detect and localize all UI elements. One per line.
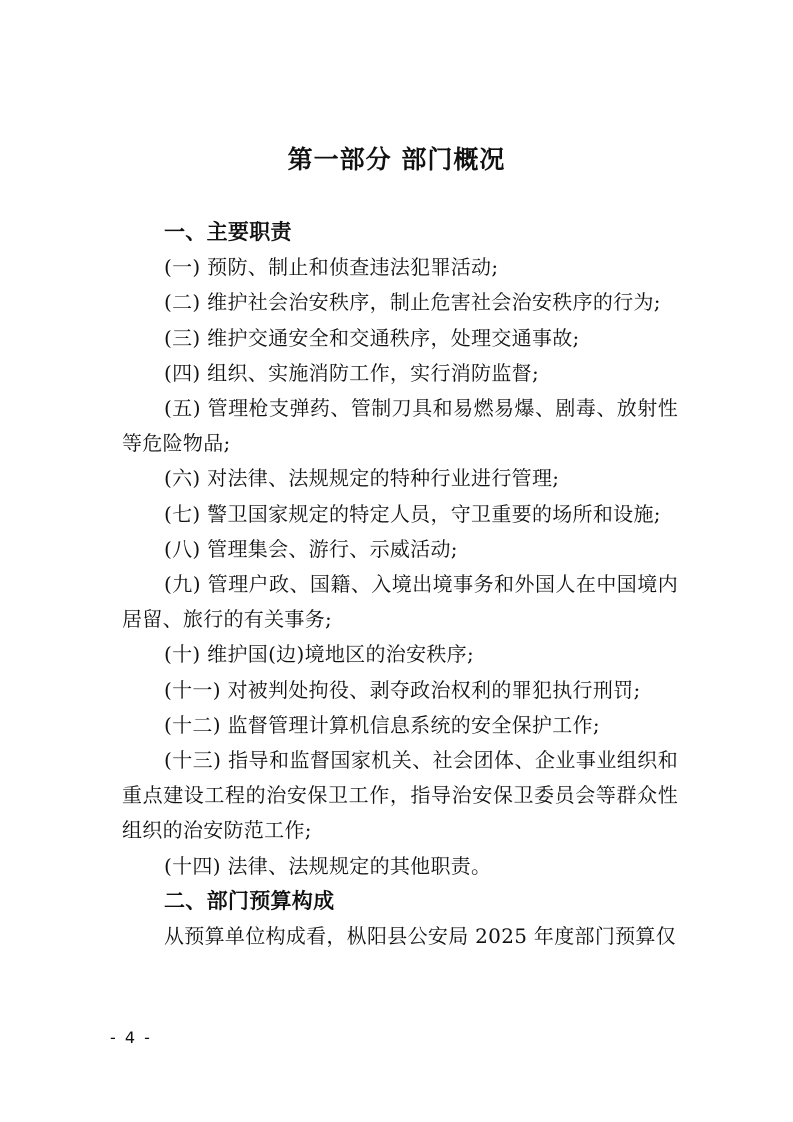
duty-item: (二) 维护社会治安秩序，制止危害社会治安秩序的行为; <box>164 290 661 315</box>
duty-item: (一) 预防、制止和侦查违法犯罪活动; <box>164 255 499 280</box>
duty-item: (十三) 指导和监督国家机关、社会团体、企业事业组织和重点建设工程的治安保卫工作，指导治安保卫委员会等群众性组织的治安防范工作; <box>122 748 678 843</box>
duty-item: (七) 警卫国家规定的特定人员，守卫重要的场所和设施; <box>164 501 661 526</box>
duty-item: (四) 组织、实施消防工作，实行消防监督; <box>164 360 540 385</box>
duty-item: (六) 对法律、法规规定的特种行业进行管理; <box>164 466 560 491</box>
duty-item: (九) 管理户政、国籍、入境出境事务和外国人在中国境内居留、旅行的有关事务; <box>122 572 678 632</box>
section-heading-budget-composition: 二、部门预算构成 <box>164 888 335 913</box>
duty-item: (十二) 监督管理计算机信息系统的安全保护工作; <box>164 712 600 737</box>
duty-item: (三) 维护交通安全和交通秩序，处理交通事故; <box>164 325 580 350</box>
page-title: 第一部分 部门概况 <box>287 145 506 174</box>
page-number: - 4 - <box>110 1028 152 1047</box>
duty-item: (十一) 对被判处拘役、剥夺政治权利的罪犯执行刑罚; <box>164 677 641 702</box>
duty-item: (八) 管理集会、游行、示威活动; <box>164 536 458 561</box>
section-heading-main-duties: 一、主要职责 <box>164 220 292 244</box>
duty-item: (五) 管理枪支弹药、管制刀具和易燃易爆、剧毒、放射性等危险物品; <box>122 396 678 456</box>
duty-item: (十) 维护国(边)境地区的治安秩序; <box>164 642 475 667</box>
document-body <box>122 215 678 954</box>
duty-item: (十四) 法律、法规规定的其他职责。 <box>164 853 492 878</box>
budget-paragraph: 从预算单位构成看，枞阳县公安局 2025 年度部门预算仅 <box>164 924 677 949</box>
